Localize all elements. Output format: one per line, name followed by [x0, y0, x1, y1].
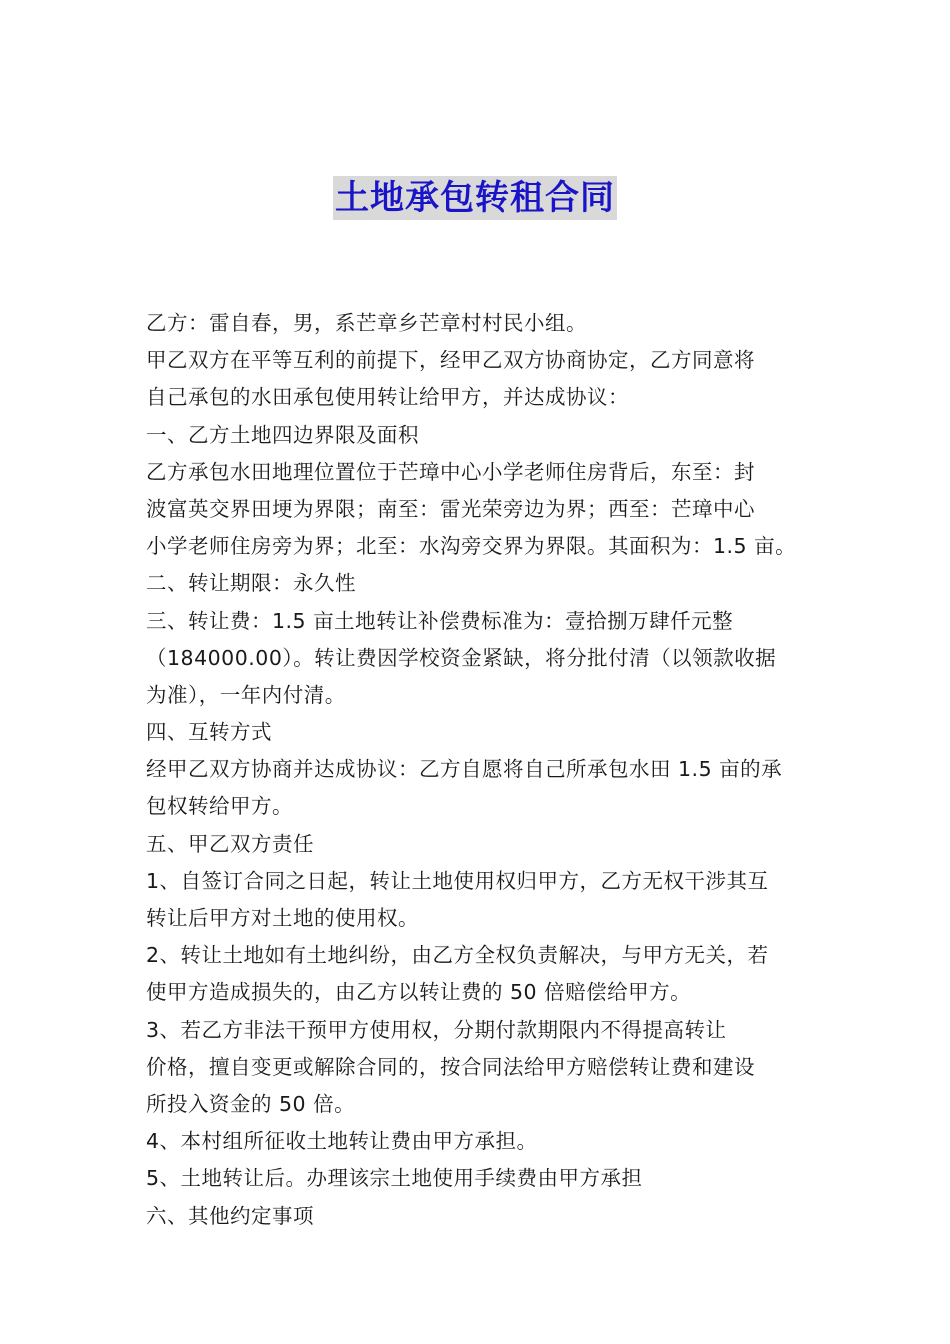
clause-item: 2、转让土地如有土地纠纷，由乙方全权负责解决，与甲方无关，若: [146, 943, 769, 968]
section-heading: 六、其他约定事项: [146, 1203, 314, 1228]
text-line: （184000.00）。转让费因学校资金紧缺，将分批付清（以领款收据: [146, 645, 777, 670]
clause-item: 1、自签订合同之日起，转让土地使用权归甲方，乙方无权干涉其互: [146, 868, 769, 893]
section-heading: 二、转让期限：永久性: [146, 571, 356, 596]
text-line: 所投入资金的 50 倍。: [146, 1091, 356, 1116]
text-line: 转让后甲方对土地的使用权。: [146, 906, 419, 930]
title-container: [0, 176, 950, 220]
contract-body: [146, 305, 814, 1235]
text-line: 包权转给甲方。: [146, 794, 293, 819]
text-line: 价格，擅自变更或解除合同的，按合同法给甲方赔偿转让费和建设: [146, 1054, 755, 1079]
section-heading: 一、乙方土地四边界限及面积: [146, 422, 419, 447]
section-heading: 四、互转方式: [146, 720, 272, 745]
clause-item: 3、若乙方非法干预甲方使用权，分期付款期限内不得提高转让: [146, 1017, 727, 1042]
text-line: 甲乙双方在平等互利的前提下，经甲乙双方协商协定，乙方同意将: [146, 348, 755, 373]
section-heading: 三、转让费：1.5 亩土地转让补偿费标准为：壹拾捌万肆仟元整: [146, 608, 734, 633]
text-line: 为准），一年内付清。: [146, 682, 346, 707]
document-title: 土地承包转租合同: [335, 178, 615, 218]
text-line: 自己承包的水田承包使用转让给甲方，并达成协议：: [146, 385, 629, 410]
text-line: 小学老师住房旁为界；北至：水沟旁交界为界限。其面积为：1.5 亩。: [146, 534, 797, 559]
text-line: 波富英交界田埂为界限；南至：雷光荣旁边为界；西至：芒璋中心: [146, 496, 755, 521]
text-line: 乙方：雷自春，男，系芒章乡芒章村村民小组。: [146, 311, 587, 335]
section-heading: 五、甲乙双方责任: [146, 831, 314, 856]
text-line: 经甲乙双方协商并达成协议：乙方自愿将自己所承包水田 1.5 亩的承: [146, 757, 783, 782]
clause-item: 5、土地转让后。办理该宗土地使用手续费由甲方承担: [146, 1166, 643, 1191]
clause-item: 4、本村组所征收土地转让费由甲方承担。: [146, 1129, 538, 1154]
text-line: 使甲方造成损失的，由乙方以转让费的 50 倍赔偿给甲方。: [146, 980, 692, 1005]
text-line: 乙方承包水田地理位置位于芒璋中心小学老师住房背后，东至：封: [146, 459, 755, 484]
